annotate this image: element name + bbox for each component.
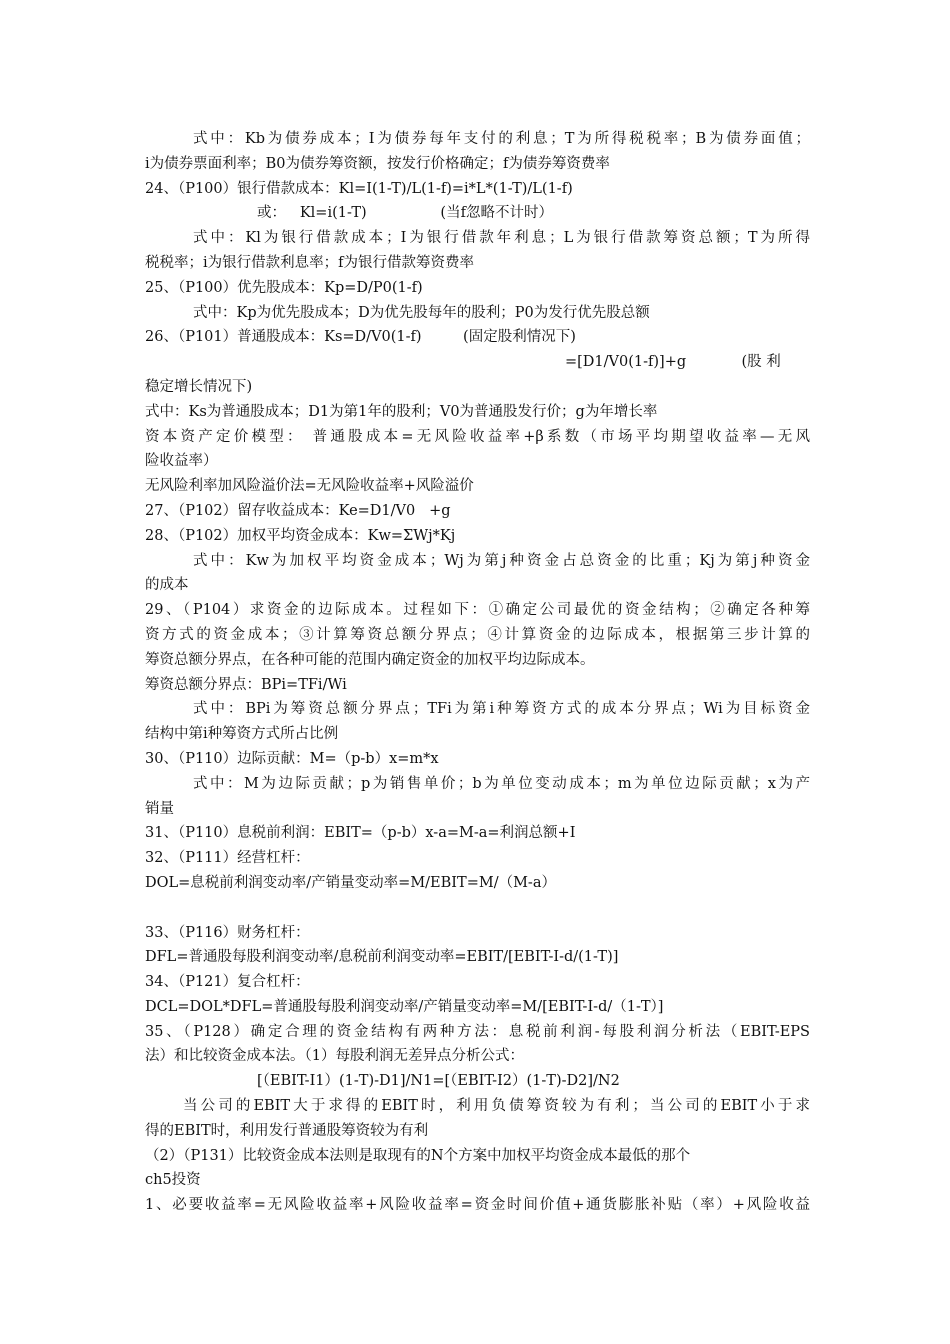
text-line: 27、（P102）留存收益成本：Ke=D1/V0 +g — [145, 502, 451, 519]
text-line: 25、（P100）优先股成本：Kp=D/P0(1-f) — [145, 279, 423, 296]
text-line: 无风险利率加风险溢价法=无风险收益率+风险溢价 — [145, 478, 474, 495]
text-line: 筹资总额分界点，在各种可能的范围内确定资金的加权平均边际成本。 — [145, 651, 595, 668]
text-line: 式中：M为边际贡献；p为销售单价；b为单位变动成本；m为单位边际贡献；x为产 — [193, 775, 810, 792]
text-line: 的成本 — [145, 577, 189, 594]
text-line: 1、必要收益率=无风险收益率+风险收益率=资金时间价值+通货膨胀补贴（率）+风险收益 — [145, 1197, 810, 1214]
text-line: 结构中第i种筹资方式所占比例 — [145, 726, 339, 743]
text-line: ch5投资 — [145, 1172, 201, 1189]
text-line: DFL=普通股每股利润变动率/息税前利润变动率=EBIT/[EBIT-I-d/(1-T)] — [145, 949, 619, 966]
text-line: 式中：Kw为加权平均资金成本；Wj为第j种资金占总资金的比重；Kj为第j种资金 — [193, 552, 810, 569]
text-line: 或： Kl=i(1-T) (当f忽略不计时） — [257, 205, 553, 222]
text-line: 资本资产定价模型： 普通股成本=无风险收益率+β系数（市场平均期望收益率—无风 — [145, 428, 810, 445]
text-line: 式中：Ks为普通股成本；D1为第1年的股利；V0为普通股发行价；g为年增长率 — [145, 403, 658, 420]
text-line: =[D1/V0(1-f)]+g (股 利 — [565, 354, 781, 371]
text-line: 29、（P104）求资金的边际成本。过程如下：①确定公司最优的资金结构；②确定各种筹 — [145, 602, 810, 619]
text-line: 33、（P116）财务杠杆： — [145, 924, 310, 941]
text-line: i为债券票面利率；B0为债券筹资额，按发行价格确定；f为债券筹资费率 — [145, 155, 610, 172]
text-line: 30、（P110）边际贡献：M=（p-b）x=m*x — [145, 750, 439, 767]
text-line: 31、（P110）息税前利润：EBIT=（p-b）x-a=M-a=利润总额+I — [145, 825, 576, 842]
blank-line — [145, 896, 810, 921]
text-line: DCL=DOL*DFL=普通股每股利润变动率/产销量变动率=M/[EBIT-I-d/（1-T）] — [145, 998, 664, 1015]
text-line: 筹资总额分界点：BPi=TFi/Wi — [145, 676, 347, 693]
text-line: 28、（P102）加权平均资金成本：Kw=ΣWj*Kj — [145, 527, 456, 544]
text-line: 稳定增长情况下) — [145, 378, 253, 395]
text-line: 式中：BPi为筹资总额分界点；TFi为第i种筹资方式的成本分界点；Wi为目标资金 — [193, 701, 810, 718]
text-line: 法）和比较资金成本法。（1）每股利润无差异点分析公式： — [145, 1048, 524, 1065]
text-line: 34、（P121）复合杠杆： — [145, 974, 310, 991]
text-line: 26、（P101）普通股成本：Ks=D/V0(1-f) (固定股利情况下) — [145, 329, 576, 346]
text-line: 24、（P100）银行借款成本：Kl=I(1-T)/L(1-f)=i*L*(1-T)/L(1-f) — [145, 180, 573, 197]
text-line: 得的EBIT时，利用发行普通股筹资较为有利 — [145, 1122, 429, 1139]
text-line: 式中：Kp为优先股成本；D为优先股每年的股利；P0为发行优先股总额 — [193, 304, 650, 321]
text-line: 式中：Kl为银行借款成本；I为银行借款年利息；L为银行借款筹资总额；T为所得 — [193, 230, 810, 247]
text-line: DOL=息税前利润变动率/产销量变动率=M/EBIT=M/（M-a） — [145, 874, 556, 891]
text-line: （2）（P131）比较资金成本法则是取现有的N个方案中加权平均资金成本最低的那个 — [145, 1147, 691, 1164]
document-body — [145, 127, 810, 1218]
text-line: 险收益率） — [145, 453, 218, 470]
text-line: [（EBIT-I1）(1-T)-D1]/N1=[（EBIT-I2）(1-T)-D2]/N2 — [257, 1073, 620, 1090]
text-line: 式中：Kb为债券成本；I为债券每年支付的利息；T为所得税税率；B为债券面值； — [193, 131, 810, 147]
text-line: 35、（P128）确定合理的资金结构有两种方法：息税前利润-每股利润分析法（EBIT-EPS — [145, 1023, 810, 1040]
text-line: 当公司的EBIT大于求得的EBIT时，利用负债筹资较为有利；当公司的EBIT小于求 — [183, 1098, 810, 1115]
text-line: 销量 — [145, 800, 174, 817]
text-line: 32、（P111）经营杠杆： — [145, 850, 310, 867]
text-line: 税税率；i为银行借款利息率；f为银行借款筹资费率 — [145, 254, 475, 271]
text-line: 资方式的资金成本；③计算筹资总额分界点；④计算资金的边际成本，根据第三步计算的 — [145, 626, 810, 643]
